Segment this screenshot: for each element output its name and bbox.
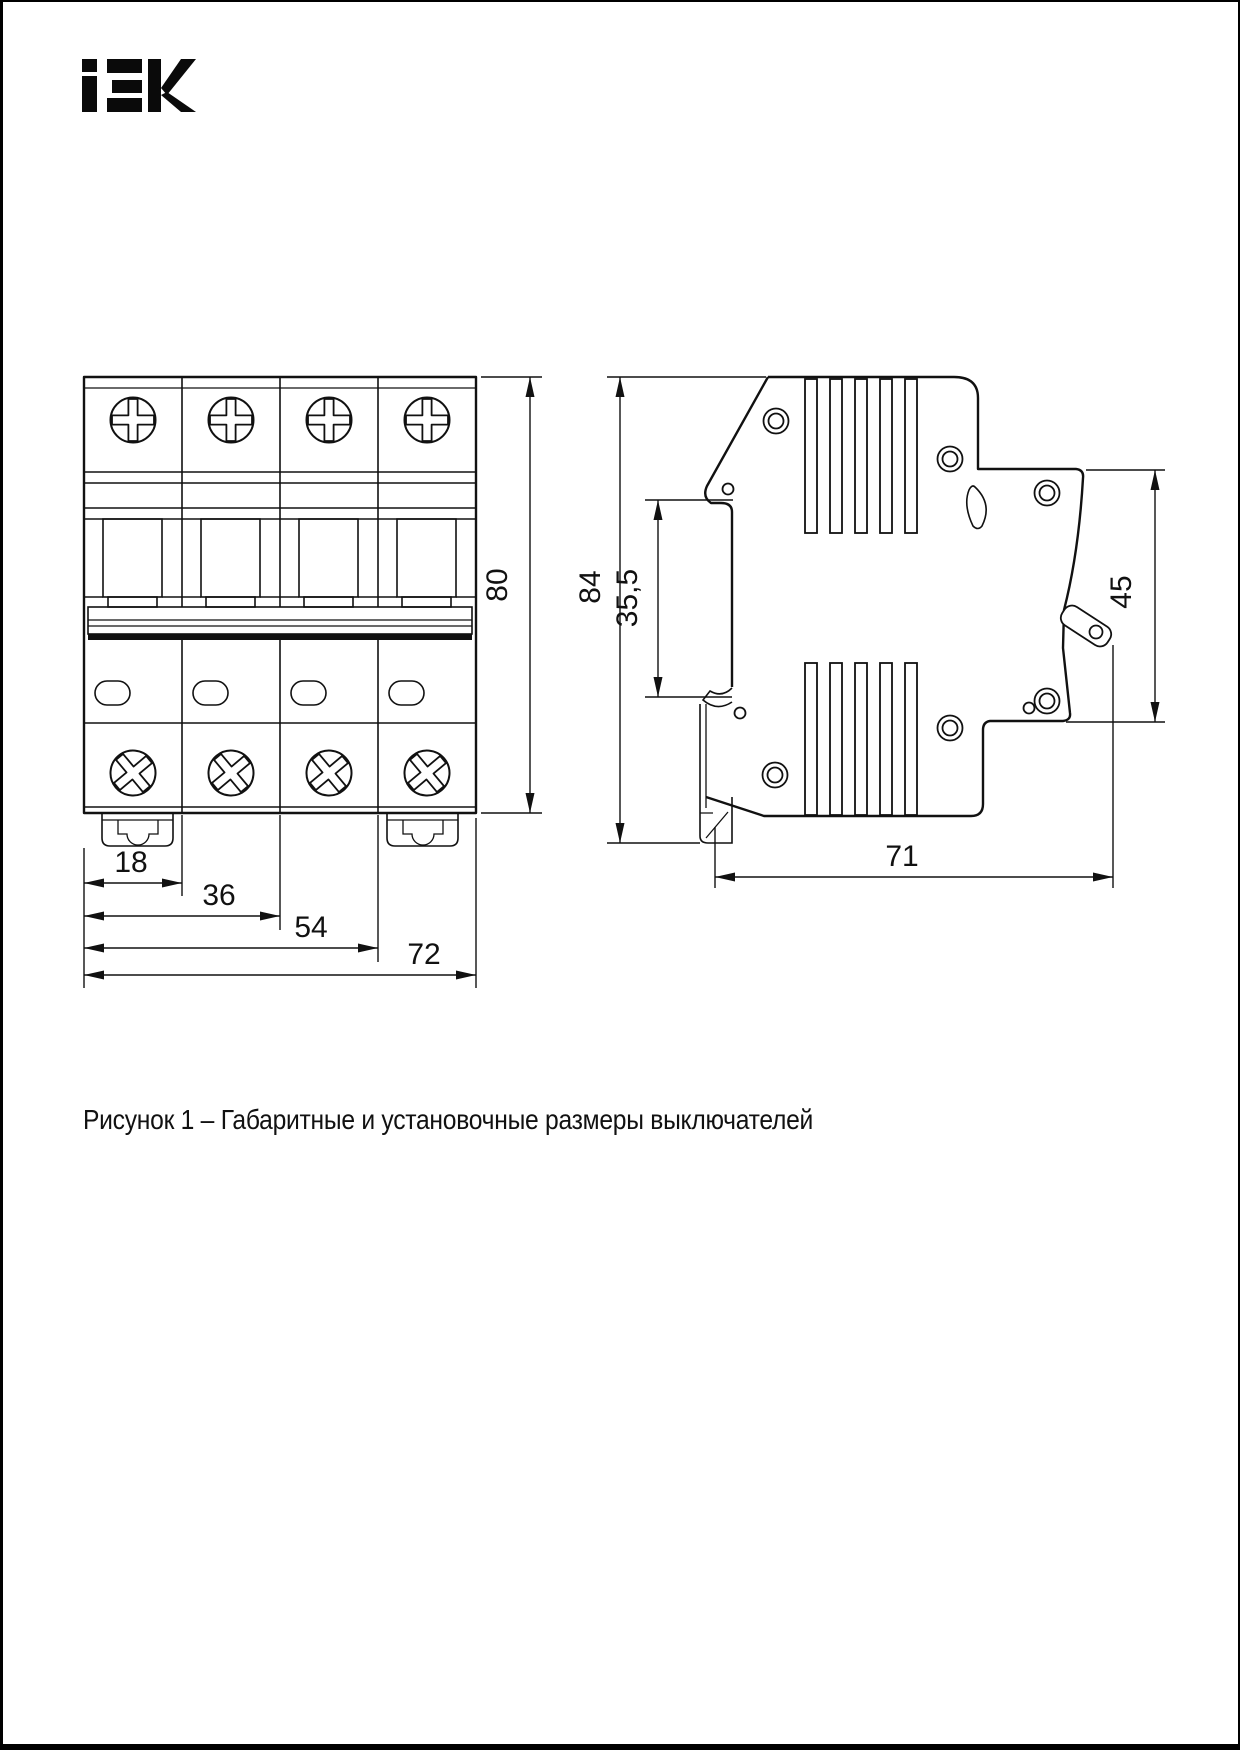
dim-label-front-section: 45 [1105,575,1138,609]
arrow-down-icon [526,793,535,813]
screw [405,398,450,443]
side-view [700,377,1115,843]
rivet-inner [943,452,958,467]
dim-label-two-pole-width: 36 [202,879,236,912]
toggle-handle [103,519,162,597]
arrow-up-icon [526,377,535,397]
vent-slots-upper [805,379,917,533]
arrow-right-icon [1093,873,1113,882]
pin-hole [1024,703,1035,714]
screw [101,741,164,804]
figure-caption: Рисунок 1 – Габаритные и установочные размеры выключателей [83,1104,814,1135]
vent-slots-lower [805,663,917,815]
arrow-down-icon [616,823,625,843]
screw [111,398,156,443]
rivet-inner [769,414,784,429]
arrow-down-icon [1151,702,1160,722]
indicator-window [389,681,424,705]
mount-tab-notch [403,820,443,845]
rivet-inner [768,768,783,783]
dim-label-total-width: 72 [407,938,441,971]
kidney-slot [967,486,986,529]
tie-bar-shadow [88,634,472,640]
arrow-right-icon [260,912,280,921]
arrow-up-icon [616,377,625,397]
dim-label-rail-window: 35,5 [611,568,644,628]
arrow-down-icon [654,677,663,697]
screw [297,741,360,804]
rivet-inner [1040,486,1055,501]
logo-e-mid-bar [112,80,142,93]
logo-k-stem [148,59,161,112]
arrow-right-icon [162,879,182,888]
logo-k-upper-arm [161,59,196,95]
dim-label-height: 80 [481,568,514,602]
vent-slot [830,663,842,815]
dim-label-total-height: 84 [574,570,607,604]
front-view [84,377,476,846]
dim-label-three-pole-width: 54 [294,911,328,944]
din-clip-outline [700,704,732,843]
din-clip-detail [700,704,728,838]
arrow-left-icon [84,912,104,921]
arrow-right-icon [456,971,476,980]
arrow-left-icon [715,873,735,882]
indicator-window [291,681,326,705]
din-clip [700,704,732,843]
rivet-inner [943,721,958,736]
arrow-right-icon [358,944,378,953]
iek-logo [82,59,196,112]
dim-label-depth: 71 [885,840,919,873]
toggle-handle-lip [402,597,451,607]
logo-e-top-bar [107,59,142,73]
mount-tab-notch [118,820,158,845]
logo-k-lower-arm [161,92,196,112]
pin-hole [723,484,734,495]
screw [307,398,352,443]
arrow-up-icon [654,500,663,520]
side-body-outline [706,377,1083,816]
arrow-up-icon [1151,470,1160,490]
tie-bar-lines [88,620,472,626]
toggle-handle [397,519,456,597]
toggle-handle-lip [206,597,255,607]
mount-tab-outline [387,813,458,846]
pin-hole [735,708,746,719]
dim-label-pole-width: 18 [114,846,148,879]
toggle-handle [201,519,260,597]
logo-i-dot [82,59,97,72]
vent-slot [855,663,867,815]
toggle-handle [299,519,358,597]
vent-slot [805,379,817,533]
toggle-handle-lip [108,597,157,607]
front-view-dimensions [84,377,542,988]
indicator-window [193,681,228,705]
vent-slot [880,379,892,533]
arrow-left-icon [84,971,104,980]
screw [395,741,458,804]
pole-divider-lines [182,377,378,813]
logo-i-stem [82,76,97,112]
vent-slot [880,663,892,815]
dim-35-5-lines [645,500,733,697]
vent-slot [830,379,842,533]
arrow-left-icon [84,879,104,888]
indicator-windows [95,681,424,705]
toggle-handle-lip [304,597,353,607]
screw [199,741,262,804]
handle-tie-bar [88,607,472,640]
vent-slot [905,379,917,533]
logo-e-bottom-bar [107,98,142,112]
mount-tab-outline [102,813,173,846]
vent-slot [805,663,817,815]
vent-slot [855,379,867,533]
vent-slot [905,663,917,815]
back-edge-upper-hook [705,377,768,687]
lever-hole [1090,626,1103,639]
indicator-window [95,681,130,705]
screw [209,398,254,443]
rivet-inner [1040,694,1055,709]
arrow-left-icon [84,944,104,953]
